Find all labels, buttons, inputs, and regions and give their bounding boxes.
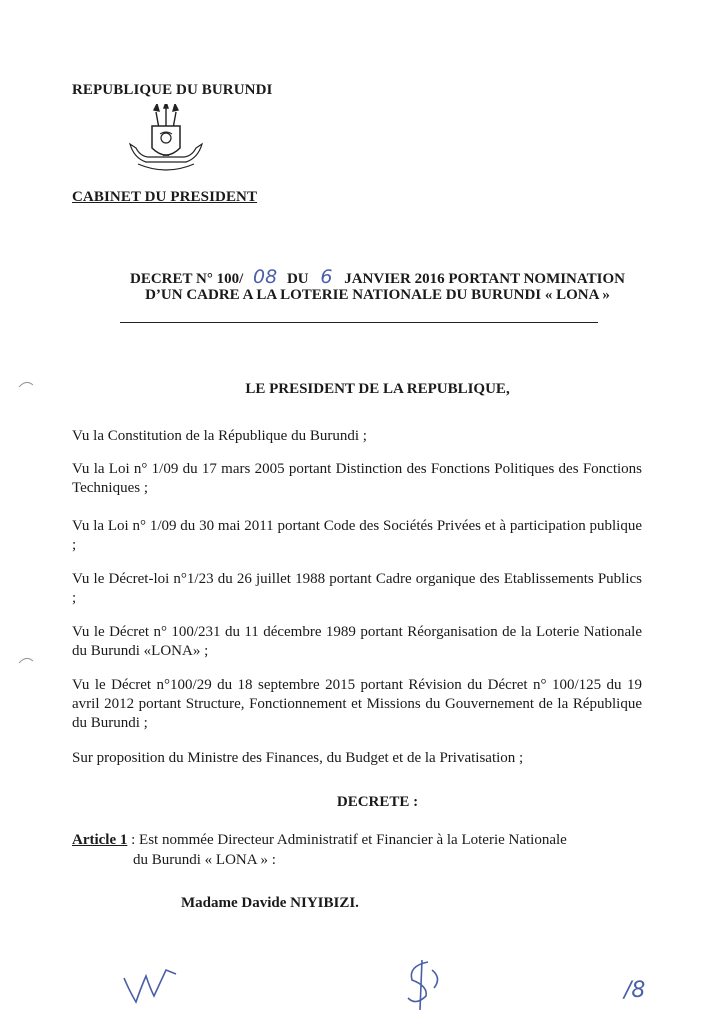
authority-heading: LE PRESIDENT DE LA REPUBLIQUE, [245, 381, 510, 397]
decree-title-line2: D’UN CADRE A LA LOTERIE NATIONALE DU BURUNDI « LONA » [145, 287, 610, 303]
decree-number-handwritten: 08 [253, 266, 278, 288]
decree-title-line1 [0, 266, 725, 288]
scan-margin-mark-icon [18, 376, 34, 394]
scan-margin-mark-icon [18, 652, 34, 670]
article-1-line2: du Burundi « LONA » : [133, 852, 276, 868]
page-mark: /8 [624, 978, 646, 1003]
country-heading: REPUBLIQUE DU BURUNDI [72, 82, 273, 98]
consideration-proposition: Sur proposition du Ministre des Finances, du Budget et de la Privatisation ; [72, 750, 524, 766]
consideration-decret-loi-1988: Vu le Décret-loi n°1/23 du 26 juillet 1988 portant Cadre organique des Etablissements Publics ; [72, 571, 642, 606]
consideration-loi-2011: Vu la Loi n° 1/09 du 30 mai 2011 portant Code des Sociétés Privées et à participation publique ; [72, 518, 642, 553]
decree-title-prefix: DECRET N° 100/ [130, 271, 244, 287]
title-underline-divider [120, 322, 598, 323]
consideration-decret-1989: Vu le Décret n° 100/231 du 11 décembre 1989 portant Réorganisation de la Loterie Nationale du Burundi «LONA» ; [72, 624, 642, 659]
decree-title-du: DU [286, 271, 309, 287]
decree-title-suffix: JANVIER 2016 PORTANT NOMINATION [344, 271, 625, 287]
article-1-line1 [72, 831, 642, 850]
article-1-label: Article 1 [72, 832, 128, 848]
decree-day-handwritten: 6 [320, 266, 333, 288]
initial-mark-left-icon [120, 962, 180, 1017]
article-1-text: : Est nommée Directeur Administratif et Financier à la Loterie Nationale [131, 832, 567, 848]
consideration-constitution: Vu la Constitution de la République du Burundi ; [72, 428, 367, 444]
cabinet-heading: CABINET DU PRESIDENT [72, 189, 258, 205]
appointee-name: Madame Davide NIYIBIZI. [181, 895, 359, 911]
decrete-heading: DECRETE : [336, 794, 419, 810]
burundi-coat-of-arms-icon [116, 104, 216, 188]
consideration-decret-2015: Vu le Décret n°100/29 du 18 septembre 2015 portant Révision du Décret n° 100/125 du 19 avril 2012 portant Structure, Fonctionnement et Missions du Gouvernement de la République du Burundi ; [72, 677, 642, 731]
signature-mark-center-icon [398, 958, 448, 1019]
consideration-loi-2005: Vu la Loi n° 1/09 du 17 mars 2005 portant Distinction des Fonctions Politiques des Fonctions Techniques ; [72, 461, 642, 496]
